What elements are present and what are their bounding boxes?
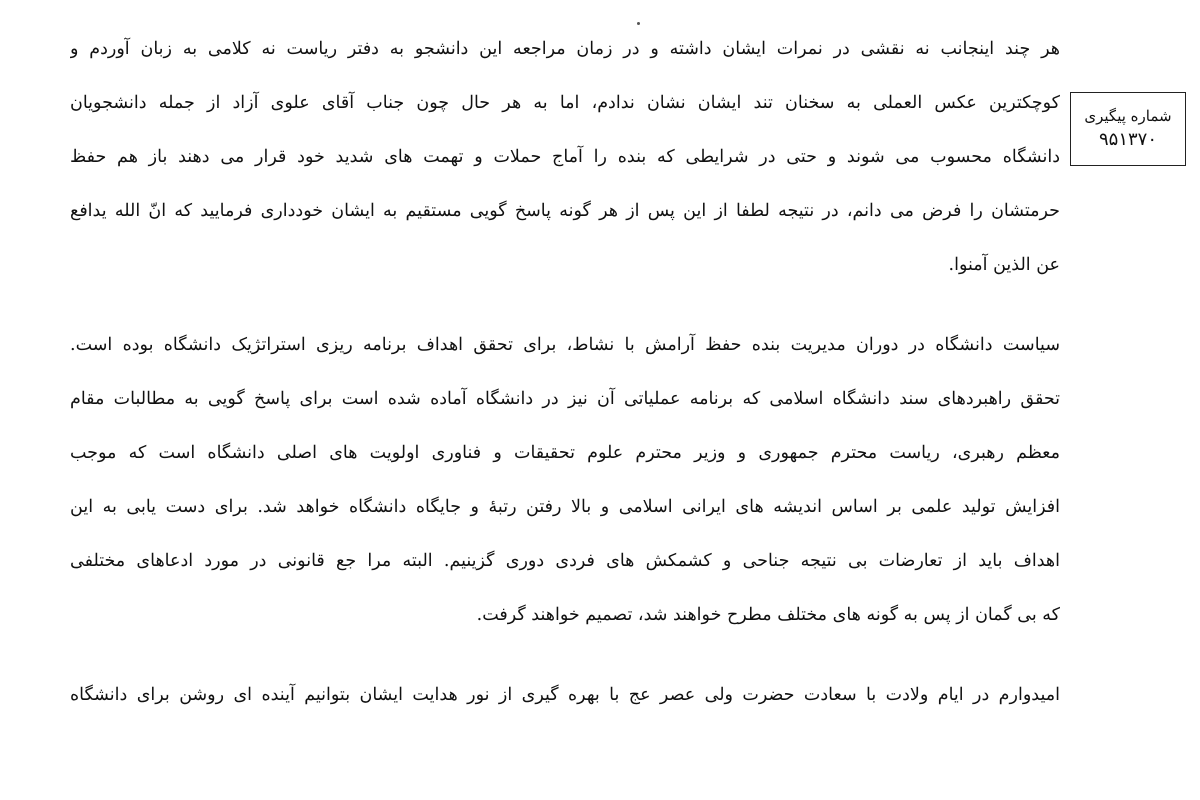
paragraph-3	[70, 668, 1060, 722]
paragraph-2	[70, 318, 1060, 642]
tracking-number-box	[1070, 92, 1186, 166]
text-line: امیدوارم در ایام ولادت با سعادت حضرت ولی عصر عج با بهره گیری از نور هدایت ایشان بتوانیم آینده ای روشن برای دانشگاه	[70, 685, 1060, 705]
paragraph-1	[70, 22, 1060, 292]
text-line: تحقق راهبردهای سند دانشگاه اسلامی که برنامه عملیاتی آن نیز در دانشگاه آماده شده است برای پاسخ گویی به مطالبات مقام	[70, 389, 1060, 409]
text-line: حرمتشان را فرض می دانم، در نتیجه لطفا از این پس از هر گونه پاسخ گویی مستقیم به ایشان خودداری فرمایید که انّ الله یدافع	[70, 201, 1060, 221]
letter-body	[70, 22, 1060, 722]
tracking-number: ۹۵۱۳۷۰	[1099, 129, 1158, 150]
text-line: سیاست دانشگاه در دوران مدیریت بنده حفظ آرامش با نشاط، برای تحقق اهداف برنامه ریزی استراتژیک دانشگاه بوده است.	[70, 335, 1060, 355]
text-line: افزایش تولید علمی بر اساس اندیشه های ایرانی اسلامی و بالا رفتن رتبهٔ و جایگاه دانشگاه خواهد شد. برای دست یابی به این	[70, 497, 1060, 517]
paragraph-gap	[70, 642, 1060, 668]
text-line: عن الذین آمنوا.	[948, 255, 1060, 275]
paragraph-gap	[70, 292, 1060, 318]
text-line: که بی گمان از پس به گونه های مختلف مطرح خواهند شد، تصمیم خواهند گرفت.	[476, 605, 1060, 625]
text-line: اهداف باید از تعارضات بی نتیجه جناحی و کشمکش های فردی دوری گزینیم. البته مرا جع قانونی در مورد ادعاهای مختلفی	[70, 551, 1060, 571]
text-line: دانشگاه محسوب می شوند و حتی در شرایطی که بنده را آماج حملات و تهمت های شدید خود قرار می دهند باز هم حفظ	[70, 147, 1060, 167]
text-line: کوچکترین عکس العملی به سخنان تند ایشان نشان ندادم، اما به هر حال چون جناب آقای علوی آزاد از جمله دانشجویان	[70, 93, 1060, 113]
text-line: هر چند اینجانب نه نقشی در نمرات ایشان داشته و در زمان مراجعه این دانشجو به دفتر ریاست نه کلامی به زبان آوردم و	[70, 39, 1060, 59]
text-line: معظم رهبری، ریاست محترم جمهوری و وزیر محترم علوم تحقیقات و فناوری اولویت های اصلی دانشگاه است که موجب	[70, 443, 1060, 463]
tracking-label: شماره پیگیری	[1084, 107, 1172, 125]
